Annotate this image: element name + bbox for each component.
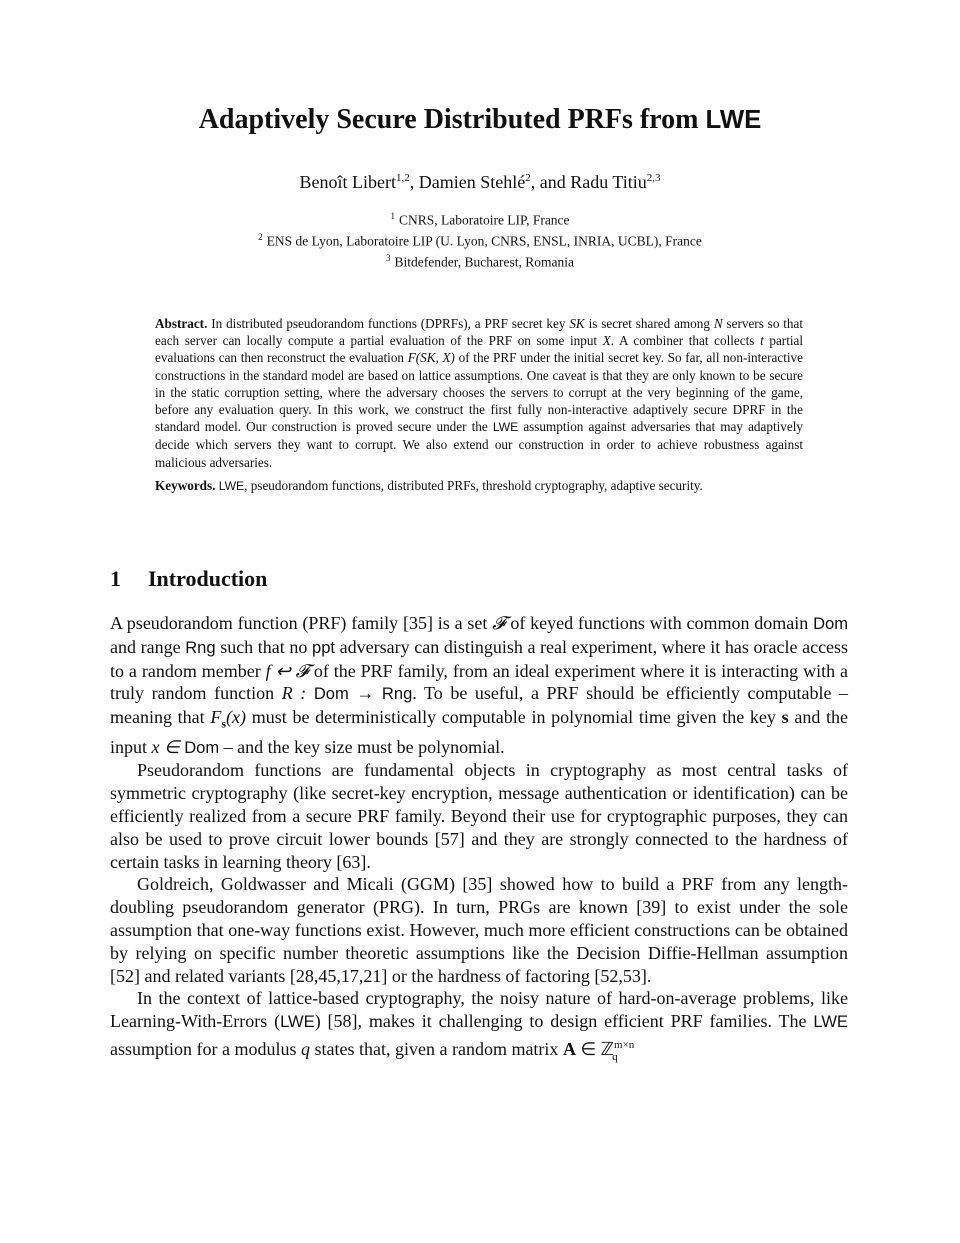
keywords-text: , pseudorandom functions, distributed PRFs, threshold cryptography, adaptive security.: [244, 477, 703, 493]
math-f-sample: f ↩ 𝓕: [265, 660, 309, 681]
math-family-f: 𝓕: [492, 613, 506, 633]
para-text: adversary can distinguish a real experiment, where it has oracle access to a random member: [110, 636, 849, 681]
rng-term: Rng: [381, 684, 413, 704]
para-text: assumption for a modulus: [110, 1038, 297, 1059]
affiliation-text: ENS de Lyon, Laboratoire LIP (U. Lyon, CNRS, ENSL, INRIA, UCBL), France: [266, 233, 702, 249]
para-text: A pseudorandom function (PRF) family [35] is a set: [110, 613, 488, 633]
math-f-sk-x: F(SK, X): [407, 350, 455, 366]
math-q-sub: q: [612, 1050, 618, 1063]
math-t: t: [760, 333, 764, 349]
math-fs-x: [210, 707, 247, 731]
math-key-s: s: [781, 707, 789, 728]
dom-term: Dom: [813, 614, 849, 633]
affiliation-3: [0, 250, 960, 271]
abstract-text: servers so that each server can locally compute a partial evaluation of the PRF on some input: [155, 316, 804, 349]
math-matrix-a: A: [562, 1038, 576, 1059]
paragraph-3: Goldreich, Goldwasser and Micali (GGM) [35] showed how to build a PRF from any length-doubling pseudorandom generator (PRG). In turn, PRGs are known [39] to exist under the sole assumption that one-way functions exist. However, much more efficient constructions can be obtained by relying on specific number theoretic assumptions like the Decision Diffie-Hellman assumption [52] and related variants [28,45,17,21] or the hardness of factoring [52,53].: [110, 874, 848, 986]
lwe-term: LWE: [813, 1012, 848, 1032]
affiliation-1: [0, 208, 960, 229]
abstract-text: In distributed pseudorandom functions (DPRFs), a PRF secret key: [211, 316, 566, 331]
para-text: must be deterministically computable in polynomial time given the key: [251, 707, 776, 728]
para-text: ) [58], makes it challenging to design efficient PRF families. The: [314, 1011, 807, 1032]
keywords-lwe: LWE: [218, 478, 245, 493]
para-text: of the PRF family, from an ideal experiment where it is interacting with a truly random function: [110, 660, 849, 704]
math-x: X: [602, 333, 611, 349]
math-n: N: [713, 316, 723, 331]
math-dim-sup: m×n: [614, 1038, 635, 1051]
author-stehle-affil: 2: [525, 172, 531, 184]
abstract-text: assumption against adversaries that may adaptively decide which servers they want to corrupt. We also extend our construction in order to achieve robustness against malicious adversaries.: [155, 419, 803, 470]
affiliation-2: [0, 229, 960, 250]
affiliation-number: 2: [258, 232, 263, 242]
paragraph-4: [110, 987, 848, 1068]
dom-term: Dom: [313, 684, 349, 704]
title-lwe: LWE: [705, 106, 762, 134]
abstract-lwe: LWE: [492, 420, 519, 435]
paragraph-1: [110, 612, 848, 759]
author-titiu: , and Radu Titiu: [530, 172, 647, 192]
affiliation-number: 3: [386, 253, 391, 263]
rng-term: Rng: [185, 637, 216, 657]
author-libert-affil: 1,2: [395, 172, 410, 184]
section-body: [110, 612, 848, 1068]
para-text: and range: [110, 636, 181, 657]
author-titiu-affil: 2,3: [646, 172, 661, 184]
section-title: Introduction: [148, 566, 268, 591]
lwe-term: LWE: [280, 1012, 315, 1032]
paper-title: [0, 104, 960, 136]
math-in-z: ∈ ℤ: [580, 1038, 615, 1059]
abstract-text: partial evaluations can then reconstruct the evaluation: [155, 333, 804, 366]
para-text: of keyed functions with common domain: [510, 613, 809, 633]
section-number: 1: [110, 566, 121, 591]
abstract-body: [155, 315, 803, 471]
keywords-label: Keywords.: [155, 477, 216, 493]
affiliation-text: Bitdefender, Bucharest, Romania: [394, 254, 574, 270]
affiliation-text: CNRS, Laboratoire LIP, France: [398, 212, 570, 228]
affiliations: [0, 208, 960, 271]
abstract-text: . A combiner that collects: [610, 333, 755, 349]
para-text: In the context of lattice-based cryptography, the noisy nature of hard-on-average problems, like Learning-With-Errors (: [110, 988, 848, 1032]
arrow-symbol: →: [356, 683, 375, 704]
para-text: such that no: [220, 636, 308, 657]
paragraph-2: Pseudorandom functions are fundamental objects in cryptography as most central tasks of symmetric cryptography (like secret-key encryption, message authentication or identification) can be efficiently realized from a secure PRF family. Beyond their use for cryptographic purposes, they can also be used to prove circuit lower bounds [57] and they are strongly connected to the hardness of certain tasks in learning theory [63].: [110, 760, 848, 872]
para-text: – and the key size must be polynomial.: [223, 736, 505, 757]
author-libert: Benoît Libert: [299, 172, 396, 192]
para-text: states that, given a random matrix: [314, 1038, 559, 1059]
math-s-subscript: s: [221, 716, 227, 731]
author-stehle: , Damien Stehlé: [409, 172, 526, 192]
math-r: R :: [281, 683, 307, 704]
ppt-term: ppt: [312, 637, 336, 657]
math-x-in: x ∈: [151, 736, 180, 757]
para-text: and the input: [110, 707, 849, 757]
math-fs: F: [210, 707, 222, 728]
section-heading: [110, 566, 267, 592]
abstract-label: Abstract.: [155, 316, 208, 331]
title-text: Adaptively Secure Distributed PRFs from: [198, 104, 699, 135]
keywords: [155, 477, 803, 495]
math-sk: SK: [569, 316, 585, 331]
math-q: q: [301, 1038, 310, 1059]
abstract: [155, 315, 803, 495]
math-paren-x: (x): [226, 707, 247, 728]
para-text: . To be useful, a PRF should be efficiently computable – meaning that: [110, 683, 849, 728]
dom-term: Dom: [184, 737, 220, 757]
abstract-text: is secret shared among: [588, 316, 710, 331]
abstract-text: of the PRF under the initial secret key. So far, all non-interactive constructions in the standard model are based on lattice assumptions. One caveat is that they are only known to be secure in the static corruption setting, where the adversary chooses the servers to corrupt at the very beginning of the game, before any evaluation query. In this work, we construct the first fully non-interactive adaptively secure DPRF in the standard model. Our construction is proved secure under the: [155, 350, 803, 435]
author-list: [0, 172, 960, 193]
affiliation-number: 1: [390, 211, 395, 221]
